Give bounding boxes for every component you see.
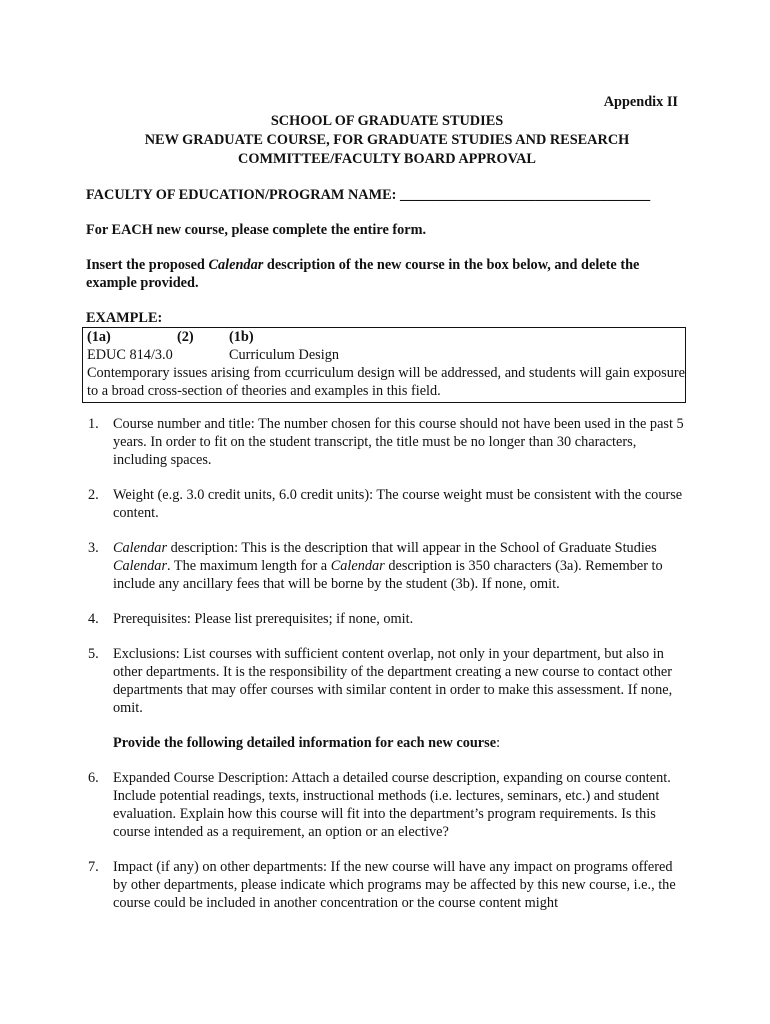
heading-colon: : xyxy=(496,735,501,751)
calendar-italic: Calendar xyxy=(330,558,385,574)
detailed-info-heading-text: Provide the following detailed information for each new course xyxy=(113,735,497,751)
document-page xyxy=(86,92,688,929)
example-header-1a: (1a) xyxy=(87,329,111,345)
list-item-text: Expanded Course Description: Attach a detailed course description, expanding on course content. Include potential readings, texts, instructional methods (i.e. lectures, seminars, etc.) and student evaluation. Explain how this course will fit into the department’s program requirements. Is this course intended as a requirement, an option or an elective? xyxy=(113,770,671,840)
list-item-text: Weight (e.g. 3.0 credit units, 6.0 credit units): The course weight must be consistent with the course content. xyxy=(113,487,683,521)
list-item-text: Prerequisites: Please list prerequisites; if none, omit. xyxy=(113,611,414,627)
list-item-text xyxy=(113,540,663,592)
list-item xyxy=(86,486,688,522)
list-item xyxy=(86,645,688,717)
title-line-1: SCHOOL OF GRADUATE STUDIES xyxy=(270,113,504,129)
list-item-text-part: . The maximum length for a xyxy=(167,558,331,574)
appendix-label: Appendix II xyxy=(603,94,678,110)
list-item-number: 2. xyxy=(88,487,99,503)
example-course-description: Contemporary issues arising from ccurriculum design will be addressed, and students will gain exposure to a broad cross-section of theories and examples in this field. xyxy=(87,365,685,399)
list-item-text-part: description is 350 characters (3a). Remember to include any ancillary fees that will be borne by the student (3b). If none, omit. xyxy=(113,558,663,592)
faculty-program-blank[interactable]: ___________________________________ xyxy=(400,187,651,203)
instruction-complete-form: For EACH new course, please complete the entire form. xyxy=(86,222,427,238)
list-item xyxy=(86,610,688,628)
faculty-program-line xyxy=(86,186,688,204)
calendar-italic: Calendar xyxy=(208,257,264,273)
list-item xyxy=(86,415,688,469)
list-item-text-part: description: This is the description that will appear in the School of Graduate Studies xyxy=(167,540,657,556)
example-header-1b: (1b) xyxy=(229,329,254,345)
list-item xyxy=(86,858,688,912)
detailed-info-heading xyxy=(86,734,688,752)
example-course-code: EDUC 814/3.0 xyxy=(87,347,173,363)
example-course-row xyxy=(87,346,685,364)
example-course-name: Curriculum Design xyxy=(229,347,339,363)
list-item-number: 5. xyxy=(88,646,99,662)
list-item-text: Exclusions: List courses with sufficient content overlap, not only in your department, but also in other departments. It is the responsibility of the department creating a new course to contact other departments that may offer courses with similar content in order to make this assessment. If none, omit. xyxy=(113,646,673,716)
list-item-number: 6. xyxy=(88,770,99,786)
example-header-2: (2) xyxy=(177,329,194,345)
instruction-text-part: description of the new course in the box below, and delete the example provided. xyxy=(86,257,640,291)
example-header-row xyxy=(87,328,685,346)
list-item xyxy=(86,539,688,593)
instruction-list-continued xyxy=(86,769,688,912)
list-item xyxy=(86,769,688,841)
faculty-program-label: FACULTY OF EDUCATION/PROGRAM NAME: xyxy=(86,187,397,203)
list-item-text: Impact (if any) on other departments: If the new course will have any impact on programs offered by other departments, please indicate which programs may be affected by this new course, i.e., the course could be included in another concentration or the course content might xyxy=(113,859,676,911)
document-title xyxy=(86,112,688,169)
list-item-text: Course number and title: The number chosen for this course should not have been used in the past 5 years. In order to fit on the student transcript, the title must be no longer than 30 characters, including spaces. xyxy=(113,416,684,468)
title-line-2: NEW GRADUATE COURSE, FOR GRADUATE STUDIES AND RESEARCH xyxy=(144,132,630,148)
list-item-number: 7. xyxy=(88,859,99,875)
list-item-number: 3. xyxy=(88,540,99,556)
list-item-number: 4. xyxy=(88,611,99,627)
list-item-number: 1. xyxy=(88,416,99,432)
instruction-text-part: Insert the proposed xyxy=(86,257,209,273)
calendar-italic: Calendar xyxy=(113,540,168,556)
calendar-italic: Calendar xyxy=(113,558,168,574)
example-label: EXAMPLE: xyxy=(86,310,163,326)
instruction-insert-description xyxy=(86,256,688,292)
instruction-list xyxy=(86,415,688,717)
example-box[interactable] xyxy=(82,327,686,403)
title-line-3: COMMITTEE/FACULTY BOARD APPROVAL xyxy=(238,151,536,167)
